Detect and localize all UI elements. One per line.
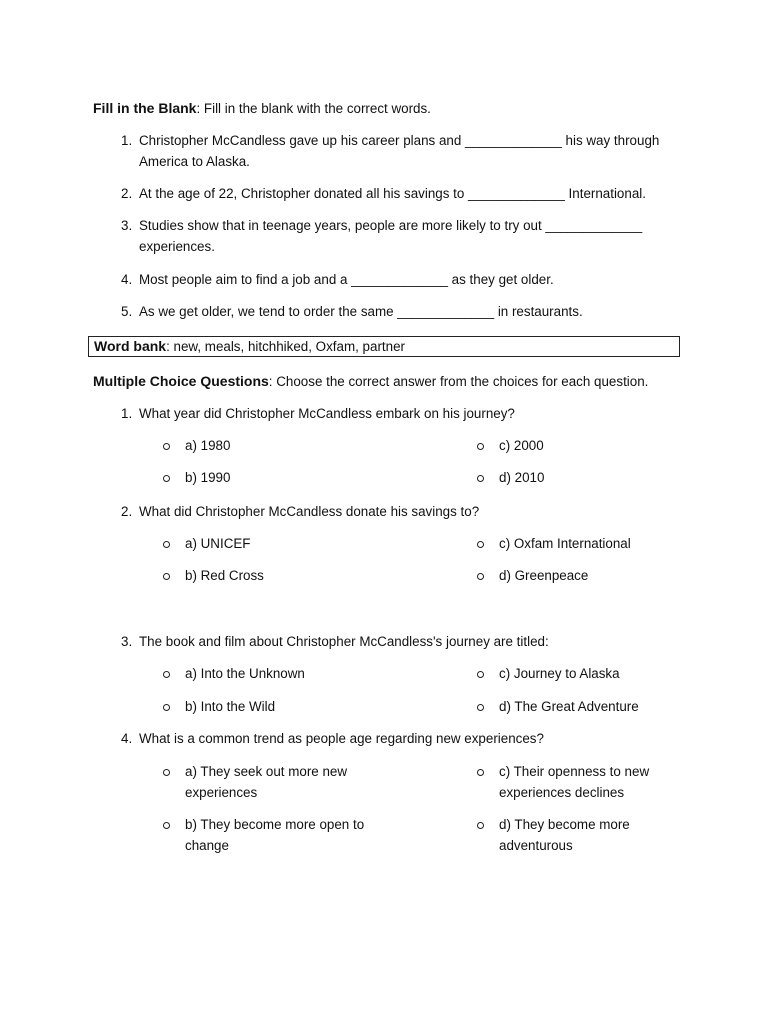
radio-bullet-icon[interactable] xyxy=(163,443,170,450)
radio-bullet-icon[interactable] xyxy=(163,475,170,482)
radio-bullet-icon[interactable] xyxy=(477,443,484,450)
option-label: a) 1980 xyxy=(185,438,231,453)
question-text: At the age of 22, Christopher donated all his savings to _____________ International. xyxy=(139,186,646,201)
question-text: What did Christopher McCandless donate his savings to? xyxy=(139,504,480,519)
question-number: 1. xyxy=(121,406,133,421)
option-label: a) Into the Unknown xyxy=(185,666,305,681)
radio-bullet-icon[interactable] xyxy=(477,573,484,580)
word-bank-words: : new, meals, hitchhiked, Oxfam, partner xyxy=(166,339,405,354)
radio-bullet-icon[interactable] xyxy=(163,541,170,548)
option-label: b) Into the Wild xyxy=(185,699,276,714)
question-number: 3. xyxy=(121,218,133,233)
question-number: 3. xyxy=(121,634,133,649)
option-label: c) Oxfam International xyxy=(499,536,631,551)
radio-bullet-icon[interactable] xyxy=(163,704,170,711)
question-text: Studies show that in teenage years, people are more likely to try out _____________ experiences. xyxy=(139,218,643,254)
radio-bullet-icon[interactable] xyxy=(163,671,170,678)
question-number: 2. xyxy=(121,186,133,201)
question-text: Christopher McCandless gave up his career plans and _____________ his way through America to Alaska. xyxy=(139,133,660,169)
option-label: d) Greenpeace xyxy=(499,568,589,583)
option-label: c) Journey to Alaska xyxy=(499,666,620,681)
radio-bullet-icon[interactable] xyxy=(477,822,484,829)
question-number: 4. xyxy=(121,731,133,746)
word-bank-box xyxy=(88,336,680,357)
question-number: 1. xyxy=(121,133,133,148)
fib-question-2 xyxy=(121,184,681,205)
multiple-choice-heading xyxy=(93,372,648,391)
option-label: b) 1990 xyxy=(185,470,231,485)
radio-bullet-icon[interactable] xyxy=(477,475,484,482)
question-number: 5. xyxy=(121,304,133,319)
fill-in-blank-heading xyxy=(93,99,431,118)
fib-question-3 xyxy=(121,216,681,257)
option-label: c) Their openness to new experiences declines xyxy=(499,764,650,800)
fill-in-blank-title: Fill in the Blank xyxy=(93,100,197,116)
radio-bullet-icon[interactable] xyxy=(163,822,170,829)
option-label: d) 2010 xyxy=(499,470,545,485)
question-text: As we get older, we tend to order the same _____________ in restaurants. xyxy=(139,304,583,319)
question-number: 2. xyxy=(121,504,133,519)
option-label: c) 2000 xyxy=(499,438,544,453)
fill-in-blank-instruction: : Fill in the blank with the correct words. xyxy=(196,101,431,116)
radio-bullet-icon[interactable] xyxy=(163,769,170,776)
radio-bullet-icon[interactable] xyxy=(477,541,484,548)
word-bank-label: Word bank xyxy=(94,338,167,354)
question-text: What is a common trend as people age regarding new experiences? xyxy=(139,731,544,746)
mc-question-3 xyxy=(121,632,681,653)
option-label: a) They seek out more new experiences xyxy=(185,764,348,800)
option-label: d) They become more adventurous xyxy=(499,817,630,853)
fib-question-4 xyxy=(121,270,681,291)
mc-question-2 xyxy=(121,502,681,523)
question-text: Most people aim to find a job and a _____________ as they get older. xyxy=(139,272,554,287)
question-number: 4. xyxy=(121,272,133,287)
multiple-choice-title: Multiple Choice Questions xyxy=(93,373,269,389)
fib-question-5 xyxy=(121,302,681,323)
multiple-choice-instruction: : Choose the correct answer from the choices for each question. xyxy=(268,374,649,389)
radio-bullet-icon[interactable] xyxy=(477,769,484,776)
radio-bullet-icon[interactable] xyxy=(163,573,170,580)
question-text: What year did Christopher McCandless embark on his journey? xyxy=(139,406,515,421)
option-label: d) The Great Adventure xyxy=(499,699,639,714)
radio-bullet-icon[interactable] xyxy=(477,704,484,711)
mc-question-4 xyxy=(121,729,681,750)
fib-question-1 xyxy=(121,131,681,172)
option-label: a) UNICEF xyxy=(185,536,251,551)
mc-question-1 xyxy=(121,404,681,425)
option-label: b) They become more open to change xyxy=(185,817,365,853)
radio-bullet-icon[interactable] xyxy=(477,671,484,678)
option-label: b) Red Cross xyxy=(185,568,264,583)
question-text: The book and film about Christopher McCandless's journey are titled: xyxy=(139,634,549,649)
